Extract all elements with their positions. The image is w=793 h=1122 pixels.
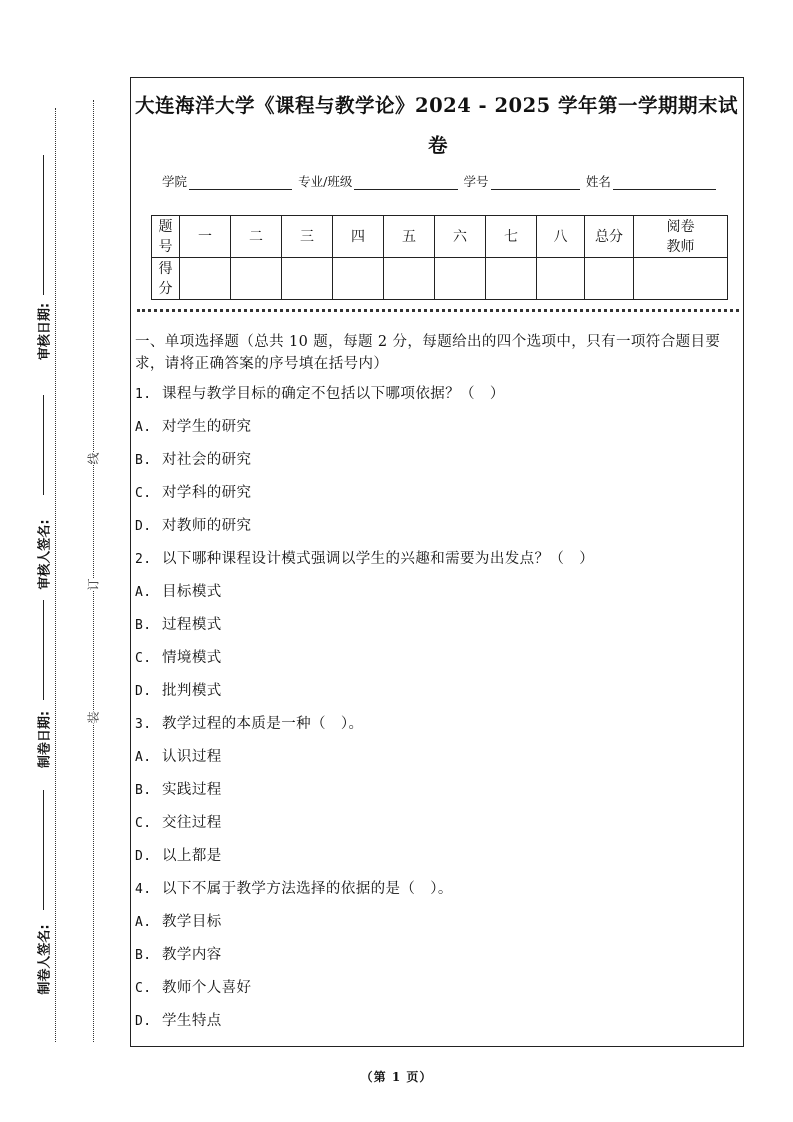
score-header-cell: 八 [537, 216, 585, 258]
score-cell[interactable] [486, 258, 537, 300]
exam-title-line2: 卷 [427, 134, 448, 157]
score-header-cell: 三 [282, 216, 333, 258]
score-row-label-score: 得 分 [152, 258, 180, 300]
maker-sign-blank [43, 790, 44, 910]
score-header-cell: 五 [384, 216, 435, 258]
page-footer: （第 1 页） [360, 1070, 433, 1084]
review-date-blank [43, 155, 44, 295]
score-header-cell: 阅卷 教师 [634, 216, 728, 258]
option-item[interactable]: D. 对教师的研究 [135, 518, 252, 534]
reviewer-sign-label: 审核人签名: [37, 519, 53, 590]
score-header-cell: 四 [333, 216, 384, 258]
question-stem: 3. 教学过程的本质是一种（ ）。 [135, 714, 739, 747]
option-item[interactable]: A. 教学目标 [135, 914, 222, 930]
option-item[interactable]: C. 对学科的研究 [135, 485, 252, 501]
score-value-row [152, 258, 728, 300]
college-field[interactable] [189, 175, 292, 190]
question-number: 4. [135, 882, 152, 897]
option-item[interactable]: C. 教师个人喜好 [135, 980, 252, 996]
maker-sign-label: 制卷人签名: [37, 924, 53, 995]
question-stem: 2. 以下哪种课程设计模式强调以学生的兴趣和需要为出发点？（ ） [135, 549, 739, 582]
score-row-label-number: 题 号 [152, 216, 180, 258]
score-header-cell: 七 [486, 216, 537, 258]
section-intro: 一、单项选择题（总共 10 题，每题 2 分，每题给出的四个选项中，只有一项符合题目要求，请将正确答案的序号填在括号内） [135, 334, 721, 372]
score-cell[interactable] [585, 258, 634, 300]
major-field[interactable] [354, 175, 457, 190]
binding-mark-fold: 装 [86, 711, 101, 724]
score-cell[interactable] [537, 258, 585, 300]
score-header-cell: 一 [180, 216, 231, 258]
option-item[interactable]: D. 学生特点 [135, 1013, 222, 1029]
binding-dotted-line-outer [55, 108, 56, 1042]
question-block [135, 879, 739, 1044]
student-info-row [162, 172, 722, 190]
review-date-label: 审核日期: [37, 302, 53, 361]
section-separator [137, 309, 739, 312]
question-block [135, 384, 739, 549]
question-block [135, 714, 739, 879]
question-stem: 4. 以下不属于教学方法选择的依据的是（ ）。 [135, 879, 739, 912]
question-block [135, 549, 739, 714]
option-item[interactable]: D. 批判模式 [135, 683, 222, 699]
score-cell[interactable] [435, 258, 486, 300]
score-cell[interactable] [333, 258, 384, 300]
option-item[interactable]: A. 目标模式 [135, 584, 222, 600]
binding-dotted-line-inner [93, 100, 94, 1042]
major-label: 专业/班级 [298, 174, 353, 189]
score-header-cell: 二 [231, 216, 282, 258]
score-header-cell: 总分 [585, 216, 634, 258]
question-number: 1. [135, 387, 152, 402]
option-item[interactable]: C. 交往过程 [135, 815, 222, 831]
make-date-label: 制卷日期: [37, 710, 53, 769]
score-cell[interactable] [231, 258, 282, 300]
make-date-blank [43, 600, 44, 700]
score-header-row [152, 216, 728, 258]
binding-mark-staple: 订 [86, 578, 101, 591]
option-item[interactable]: C. 情境模式 [135, 650, 222, 666]
score-cell[interactable] [180, 258, 231, 300]
score-table [151, 215, 728, 300]
name-field[interactable] [613, 175, 716, 190]
score-cell[interactable] [634, 258, 728, 300]
question-stem: 1. 课程与教学目标的确定不包括以下哪项依据？（ ） [135, 384, 739, 417]
score-cell[interactable] [282, 258, 333, 300]
option-item[interactable]: A. 对学生的研究 [135, 419, 252, 435]
question-number: 3. [135, 717, 152, 732]
score-header-cell: 六 [435, 216, 486, 258]
option-item[interactable]: D. 以上都是 [135, 848, 222, 864]
option-item[interactable]: B. 实践过程 [135, 782, 222, 798]
college-label: 学院 [162, 174, 188, 189]
option-item[interactable]: A. 认识过程 [135, 749, 222, 765]
binding-mark-line: 线 [86, 452, 101, 465]
exam-title [135, 86, 741, 166]
name-label: 姓名 [585, 174, 611, 189]
questions-section [135, 331, 739, 1044]
score-cell[interactable] [384, 258, 435, 300]
exam-title-line1: 大连海洋大学《课程与教学论》2024 - 2025 学年第一学期期末试 [135, 94, 739, 117]
question-number: 2. [135, 552, 152, 567]
option-item[interactable]: B. 教学内容 [135, 947, 222, 963]
option-item[interactable]: B. 过程模式 [135, 617, 222, 633]
option-item[interactable]: B. 对社会的研究 [135, 452, 252, 468]
student-id-field[interactable] [491, 175, 580, 190]
reviewer-sign-blank [43, 395, 44, 495]
student-id-label: 学号 [463, 174, 489, 189]
